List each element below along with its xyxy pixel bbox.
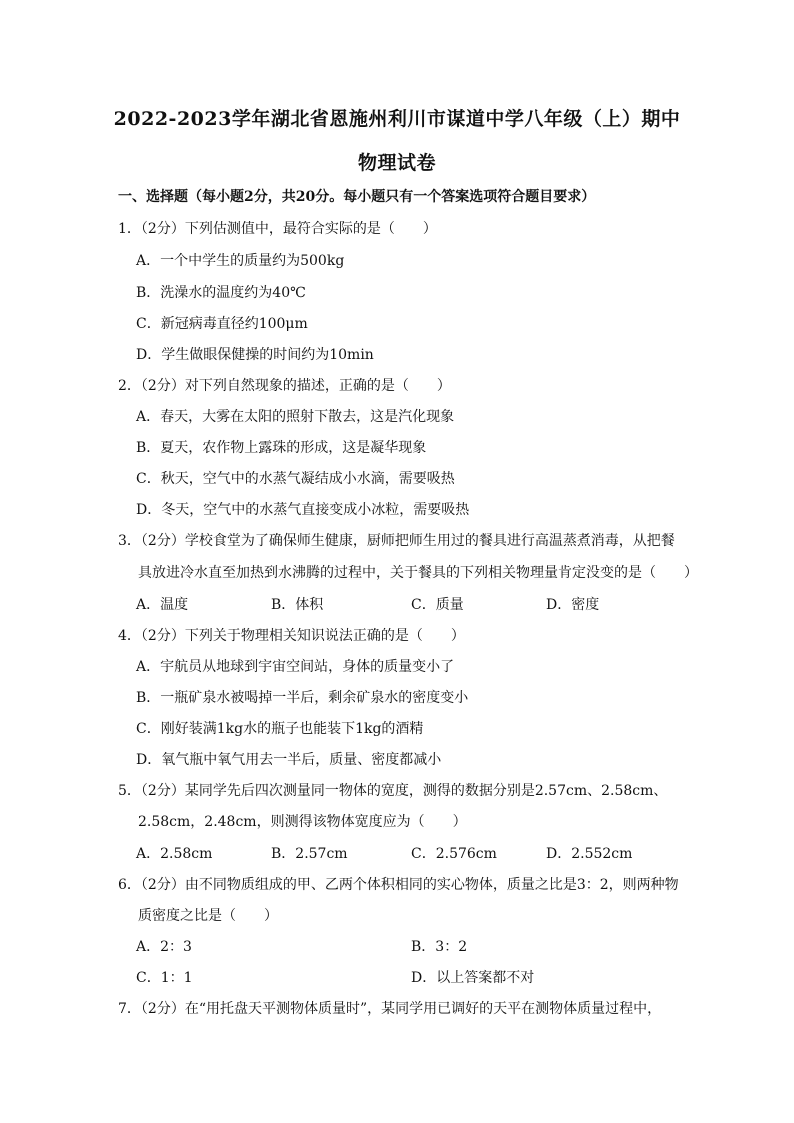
exam-title-line2: 物理试卷 [357, 152, 436, 174]
question-6-stem-line2: 质密度之比是（ ） [138, 908, 278, 924]
question-3-option-c: C．质量 [411, 597, 464, 613]
question-6-option-a: A．2：3 [136, 939, 192, 955]
question-6-option-b: B．3：2 [411, 939, 468, 955]
question-4-option-a: A．宇航员从地球到宇宙空间站，身体的质量变小了 [136, 659, 455, 675]
question-6-option-c: C．1：1 [136, 970, 193, 986]
question-2-stem: 2．（2分）对下列自然现象的描述，正确的是（ ） [118, 378, 451, 394]
question-3-option-d: D．密度 [546, 597, 600, 613]
question-2-option-d: D．冬天，空气中的水蒸气直接变成小冰粒，需要吸热 [136, 502, 470, 518]
question-7-stem: 7．（2分）在“用托盘天平测物体质量时”，某同学用已调好的天平在测物体质量过程中， [118, 1001, 662, 1017]
question-5-option-b: B．2.57cm [271, 846, 348, 862]
question-3-stem-line2: 具放进冷水直至加热到水沸腾的过程中，关于餐具的下列相关物理量肯定没变的是（ ） [138, 565, 698, 581]
question-5-stem-line1: 5．（2分）某同学先后四次测量同一物体的宽度，测得的数据分别是2.57cm、2.58cm、 [118, 783, 668, 799]
question-5-option-d: D．2.552cm [546, 846, 633, 862]
question-3-stem-line1: 3．（2分）学校食堂为了确保师生健康，厨师把师生用过的餐具进行高温蒸煮消毒，从把餐 [118, 533, 675, 549]
question-2-option-b: B．夏天，农作物上露珠的形成，这是凝华现象 [136, 440, 427, 456]
question-6-option-d: D．以上答案都不对 [411, 970, 535, 986]
question-4-option-d: D．氧气瓶中氧气用去一半后，质量、密度都减小 [136, 752, 442, 768]
exam-title-line1: 2022-2023学年湖北省恩施州利川市谋道中学八年级（上）期中 [113, 108, 681, 130]
question-1-stem: 1．（2分）下列估测值中，最符合实际的是（ ） [118, 221, 437, 237]
question-4-option-c: C．刚好装满1kg水的瓶子也能装下1kg的酒精 [136, 721, 424, 737]
question-5-option-c: C．2.576cm [411, 846, 497, 862]
question-6-stem-line1: 6．（2分）由不同物质组成的甲、乙两个体积相同的实心物体，质量之比是3：2，则两种物 [118, 877, 679, 893]
question-1-option-a: A．一个中学生的质量约为500kg [136, 253, 345, 269]
question-5-stem-line2: 2.58cm，2.48cm，则测得该物体宽度应为（ ） [138, 814, 467, 830]
question-2-option-a: A．春天，大雾在太阳的照射下散去，这是汽化现象 [136, 409, 455, 425]
question-5-option-a: A．2.58cm [136, 846, 213, 862]
question-3-option-b: B．体积 [271, 597, 324, 613]
question-1-option-b: B．洗澡水的温度约为40℃ [136, 285, 306, 301]
question-1-option-d: D．学生做眼保健操的时间约为10min [136, 347, 374, 363]
question-4-stem: 4．（2分）下列关于物理相关知识说法正确的是（ ） [118, 628, 465, 644]
question-1-option-c: C．新冠病毒直径约100μm [136, 316, 308, 332]
question-4-option-b: B．一瓶矿泉水被喝掉一半后，剩余矿泉水的密度变小 [136, 690, 469, 706]
question-3-option-a: A．温度 [136, 597, 189, 613]
question-2-option-c: C．秋天，空气中的水蒸气凝结成小水滴，需要吸热 [136, 471, 455, 487]
section-heading: 一、选择题（每小题2分，共20分。每小题只有一个答案选项符合题目要求） [118, 189, 596, 205]
